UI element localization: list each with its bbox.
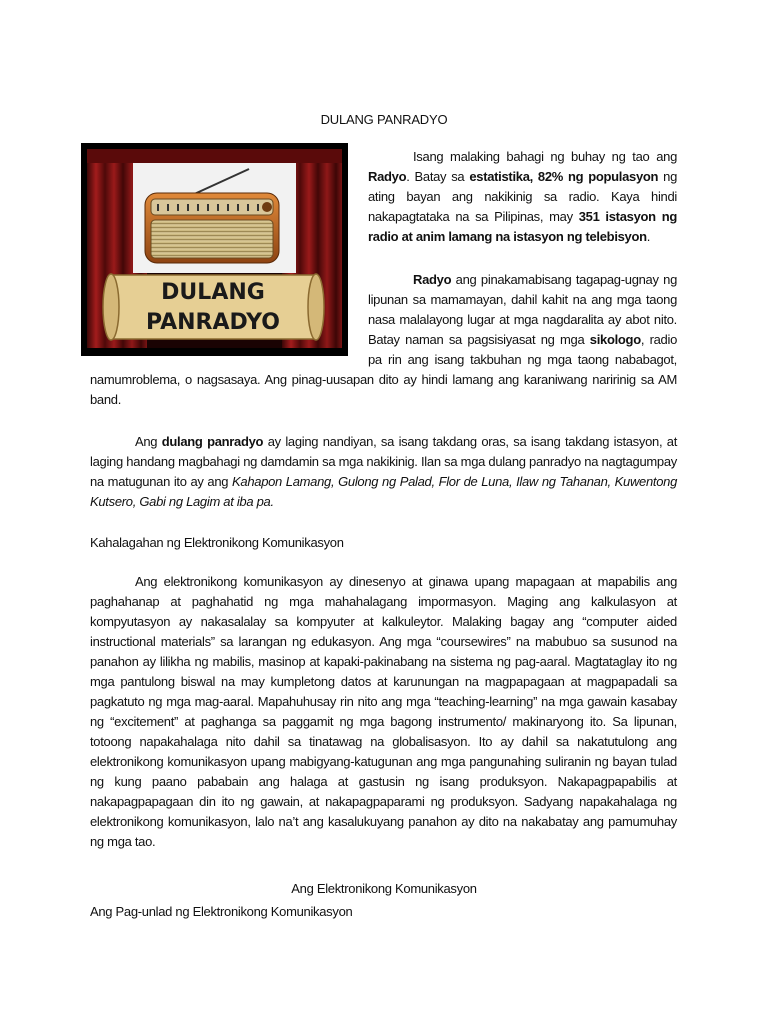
banner-text-2: PANRADYO bbox=[145, 310, 281, 335]
page-title: DULANG PANRADYO bbox=[320, 112, 448, 127]
paragraph-4: Ang elektronikong komunikasyon ay dinesenyo at ginawa upang mapagaan at mapabilis ang paghahanap at paghahatid ng mga mahahalagang impormasyon. Maging ang kalkulasyon at kompyutasyon ay nakasalalay sa kompyuter at kalkuleytor. Malaking bagay ang “computer aided instructional materials” sa larangan ng edukasyon. Ang mga “coursewires” na mabubuo sa susunod na panahon ay lilikha ng mabilis, masinop at kapaki-pakinabang na sistema ng pag-aaral. Magtataglay ito ng mga pantulong biswal na may kumpletong datos at karunungan na magpapagaan at magpapadali sa pagkatuto ng mga mag-aaral. Mapahuhusay rin nito ang mga “teaching-learning” na mga gawain kasabay ng “excitement” at paghanga sa paggamit ng mga bagong instrumento/ makinaryong ito. Sa lipunan, totoong napakahalaga nito dahil sa tinatawag na globalisasyon. Ito ay dahil sa nakatutulong ang elektronikong komunikasyon upang mabigyang-katugunan ang mga pangunahing suliranin ng bayan tulad ng kung paano pababain ang halaga at gastusin ng isang produksyon. Nakapagpapabilis at nakapagpapagaan din ito ng gawain, at nakapagpaparami ng produksyon. Sadyang napakahalaga ng elektronikong komunikasyon, lalo na’t ang kasalukuyang panahon ay dito na nakabatay ang pamumuhay ng mga tao. bbox=[90, 574, 677, 849]
paragraph-2: Radyo ang pinakamabisang tagapag-ugnay ng lipunan sa mamamayan, dahil kahit na ang mga taong nasa malalayong lugar at mga nagdaralita ay abot nito. Batay naman sa pagsisiyasat ng mga sikologo, radio pa rin ang isang takbuhan ng mga taong nababagot, namumroblema, o nagsasaya. Ang pinag-uusapan dito ay hindi lamang ang karaniwang naririnig sa AM band. bbox=[90, 272, 677, 407]
heading-pag-unlad: Ang Pag-unlad ng Elektronikong Komunikasyon bbox=[90, 904, 353, 919]
radio-icon bbox=[145, 193, 279, 263]
paragraph-3: Ang dulang panradyo ay laging nandiyan, sa isang takdang oras, sa isang takdang istasyon, at laging handang magbahagi ng damdamin sa mga nakikinig. Ilan sa mga dulang panradyo na nagtagumpay na matugunan ito ay ang Kahapon Lamang, Gulong ng Palad, Flor de Luna, Ilaw ng Tahanan, Kuwentong Kutsero, Gabi ng Lagim at iba pa. bbox=[90, 434, 678, 509]
banner-text-1: DULANG bbox=[161, 280, 265, 305]
paragraph-1: Isang malaking bahagi ng buhay ng tao ang Radyo. Batay sa estatistika, 82% ng populasyon ng ating bayan ang nakikinig sa radio. Kaya hindi nakapagtataka na sa Pilipinas, may 351 istasyon ng radio at anim lamang na istasyon ng telebisyon. bbox=[368, 149, 678, 244]
heading-ang-elektronikong-komunikasyon: Ang Elektronikong Komunikasyon bbox=[291, 881, 477, 896]
heading-kahalagahan: Kahalagahan ng Elektronikong Komunikasyon bbox=[90, 535, 344, 550]
